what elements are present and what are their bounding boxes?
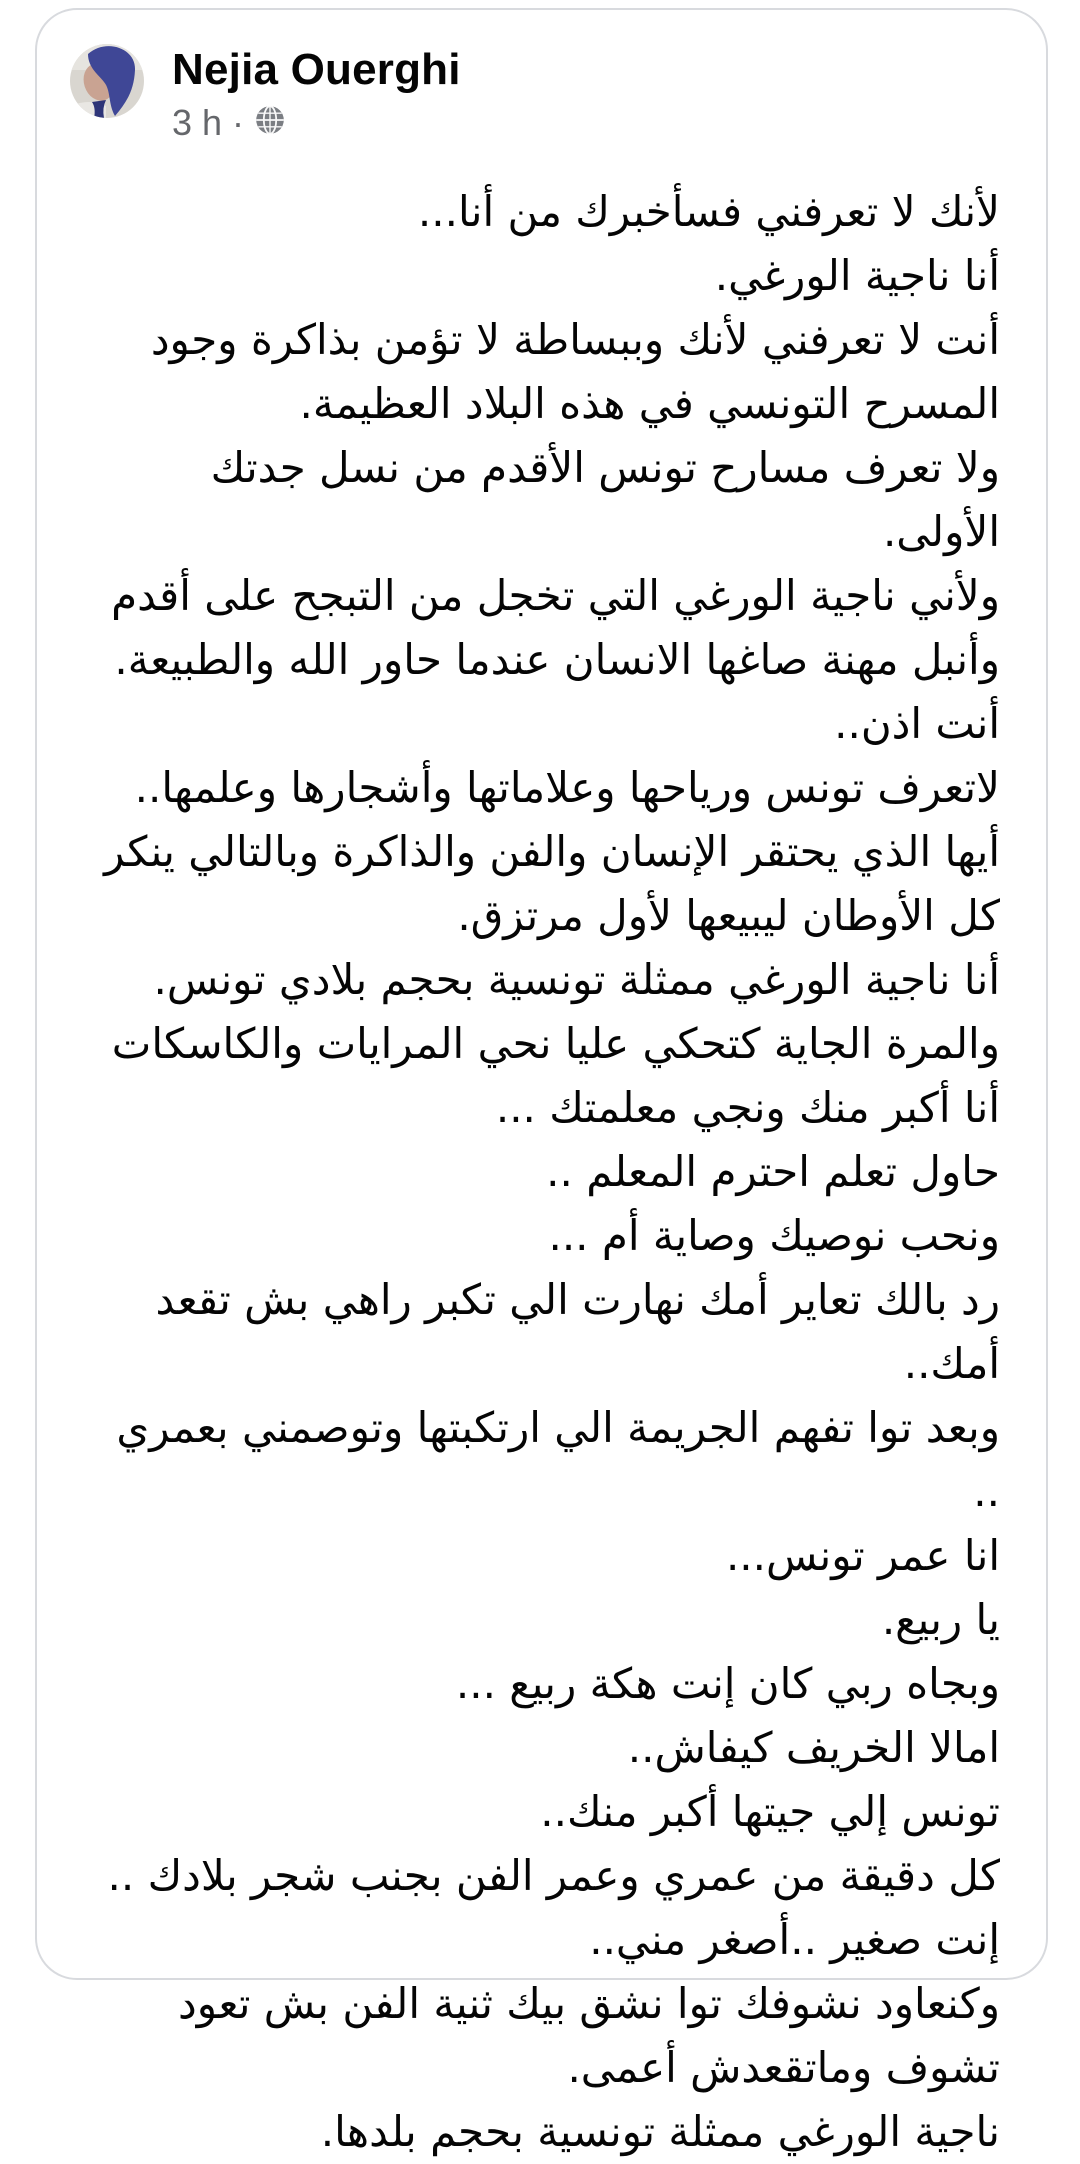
post-paragraph: رد بالك تعاير أمك نهارت الي تكبر راهي بش تقعد أمك.. [155,1275,1000,1388]
post-paragraph: يا ربيع. [881,1595,1000,1644]
post-paragraph: والمرة الجاية كتحكي عليا نحي المرايات والكاسكات أنا أكبر منك ونجي معلمتك ... [111,1019,1000,1132]
header-text [172,44,461,144]
post-paragraph: لاتعرف تونس ورياحها وعلاماتها وأشجارها وعلمها.. [134,763,1000,812]
post-paragraph: انا عمر تونس... [725,1531,1000,1580]
post-paragraph: أيها الذي يحتقر الإنسان والفن والذاكرة وبالتالي ينكر كل الأوطان ليبيعها لأول مرتزق. [104,827,1000,940]
post-paragraph: تونس إلي جيتها أكبر منك.. [540,1787,1000,1836]
author-name[interactable]: Nejia Ouerghi [172,45,461,94]
post-paragraph: امالا الخريف كيفاش.. [627,1723,1000,1772]
post-paragraph: أنت لا تعرفني لأنك وببساطة لا تؤمن بذاكرة وجود المسرح التونسي في هذه البلاد العظيمة. [150,315,1000,428]
post-paragraph: وكنعاود نشوفك توا نشق بيك ثنية الفن بش تعود تشوف وماتقعدش أعمى. [178,1979,1000,2092]
post-card [35,8,1048,2156]
avatar-photo [70,44,144,118]
meta-separator: · [232,102,245,143]
avatar[interactable] [70,44,144,118]
post-paragraph: ونحب نوصيك وصاية أم ... [548,1211,1000,1260]
post-paragraph: وبجاه ربي كان إنت هكة ربيع ... [455,1659,1000,1708]
post-paragraph: كل دقيقة من عمري وعمر الفن بجنب شجر بلادك .. [107,1851,1000,1900]
post-header [37,10,1046,144]
post-paragraph: وبعد توا تفهم الجريمة الي ارتكبتها وتوصمني بعمري .. [116,1403,1000,1516]
post-paragraph: ولا تعرف مسارح تونس الأقدم من نسل جدتك الأولى. [210,443,1000,556]
post-text [37,144,1046,2164]
post-paragraph: أنت اذن.. [834,699,1000,748]
globe-public-icon [254,104,286,144]
timestamp[interactable]: 3 h [172,102,223,143]
post-paragraph: إنت صغير ..أصغر مني.. [589,1915,1000,1964]
post-paragraph: أنا ناجية الورغي. [714,251,1000,300]
post-meta [172,102,461,144]
post-paragraph: حاول تعلم احترم المعلم .. [546,1147,1000,1196]
post-paragraph: ولأني ناجية الورغي التي تخجل من التبجح على أقدم وأنبل مهنة صاغها الانسان عندما حاور الله والطبيعة. [111,571,1000,684]
post-paragraph: أنا ناجية الورغي ممثلة تونسية بحجم بلادي تونس. [153,955,1000,1004]
post-paragraph: ناجية الورغي ممثلة تونسية بحجم بلدها. [320,2107,1000,2156]
post-paragraph: لأنك لا تعرفني فسأخبرك من أنا... [417,187,1000,236]
